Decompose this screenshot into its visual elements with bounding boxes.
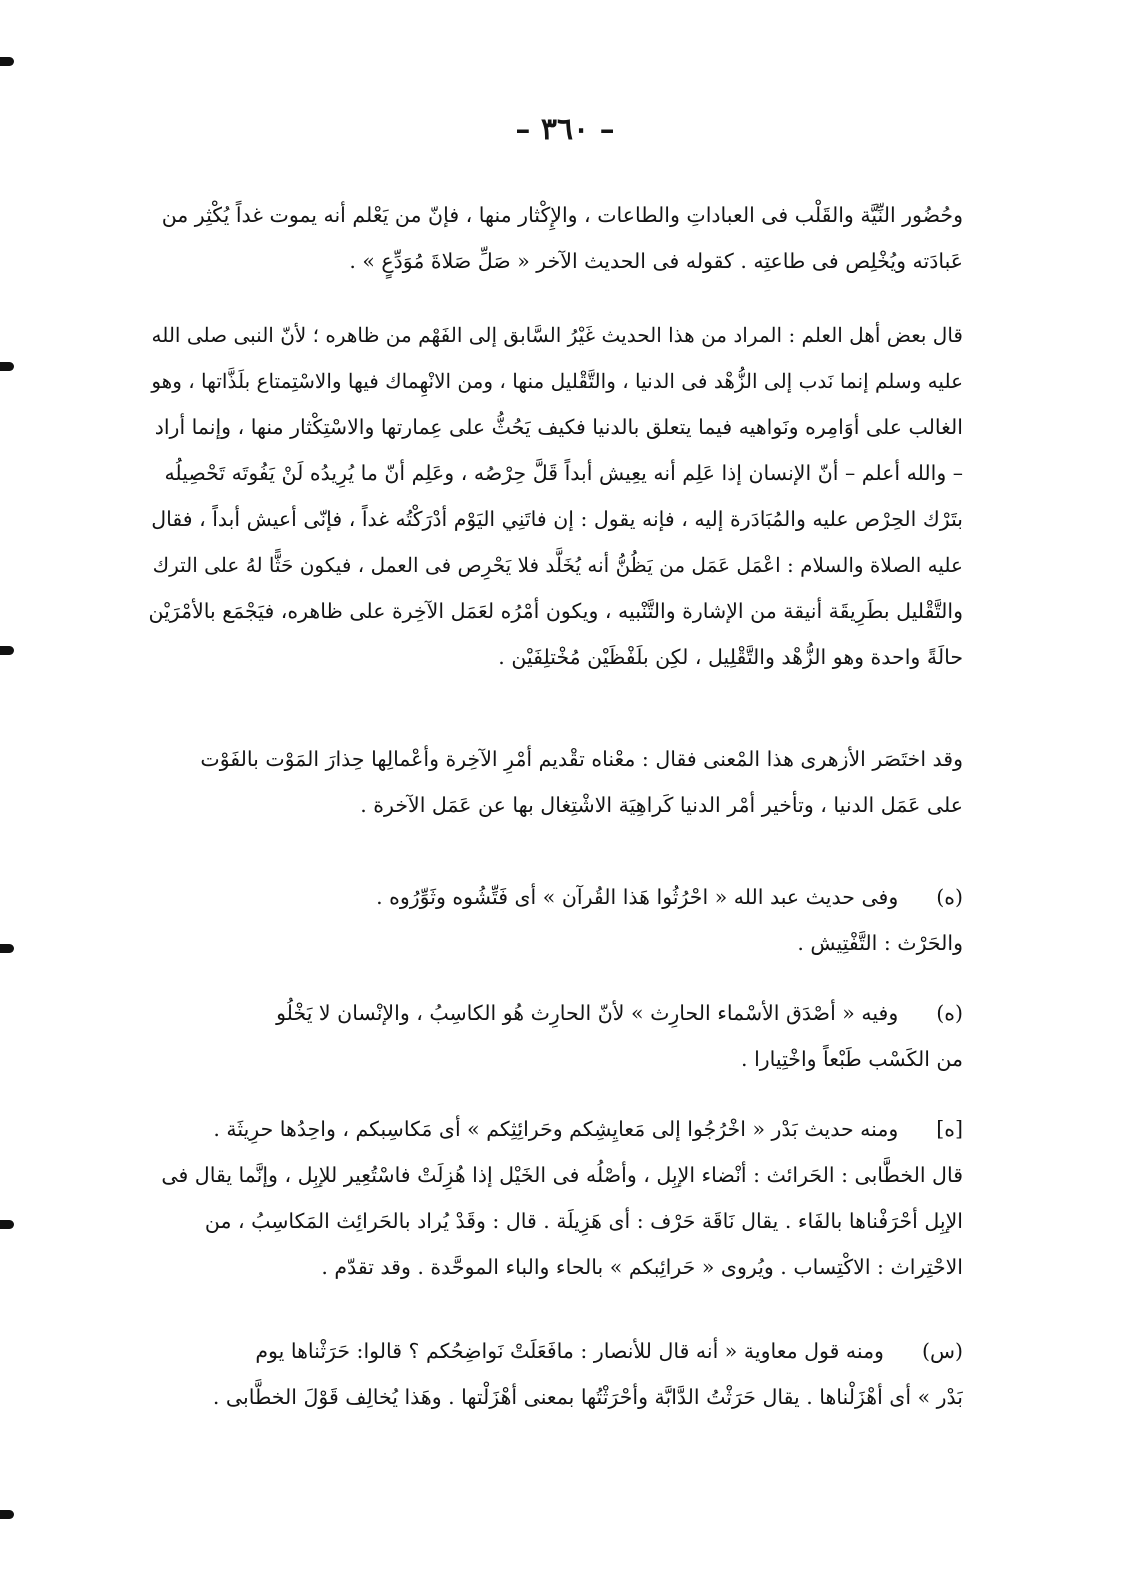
text-line <box>138 1106 963 1152</box>
entry <box>138 990 963 1082</box>
entry <box>138 1106 963 1290</box>
paragraph <box>138 312 963 680</box>
scan-mark <box>0 1510 14 1519</box>
entry-marker: (ه) <box>936 1001 963 1025</box>
text-line: عَبادَته ويُخْلِص فى طاعتِه . كقوله فى الحديث الآخر « صَلِّ صَلاةَ مُوَدِّعٍ » . <box>349 249 963 273</box>
entry-text: ومنه حديث بَدْر « اخْرُجُوا إلى مَعايِشِكم وحَرائِثِكم » أى مَكاسِبكم ، واحِدُها حرِيثَة . <box>213 1117 899 1141</box>
text-line: عليه وسلم إنما نَدب إلى الزُّهْد فى الدنيا ، والتَّقْليل منها ، ومن الانْهِماك فيها والاسْتِمتاع بلَذَّاتها ، وهو <box>151 369 963 393</box>
paragraph <box>138 736 963 828</box>
scan-mark <box>0 944 14 953</box>
text-line: حالَةً واحدة وهو الزُّهْد والتَّقْلِيل ، لكِن بلَفْظَيْن مُخْتلِفَيْن . <box>498 645 963 669</box>
text-line: وحُضُور النِّيَّة والقَلْب فى العباداتِ والطاعات ، والإِكْثار منها ، فإنّ من يَعْلم أنه يموت غداً يُكْثِر من <box>161 203 963 227</box>
entry-marker: (ه) <box>936 885 963 909</box>
text-line: – والله أعلم – أنّ الإنسان إذا عَلِم أنه يعِيش أبداً قَلَّ حِرْصُه ، وعَلِم أنّ ما يُرِيدُه لَنْ يَفُوتَه تَحْصِيلُه <box>164 461 963 485</box>
entry <box>138 874 963 966</box>
text-line: قال بعض أهل العلم : المراد من هذا الحديث غَيْرُ السَّابق إلى الفَهْم من ظاهره ؛ لأنّ النبى صلى الله <box>151 323 963 347</box>
entry-text: ومنه قول معاوية « أنه قال للأنصار : مافَعَلَتْ نَواضِحُكم ؟ قالوا: حَرَثْناها يوم <box>255 1339 884 1363</box>
text-line: عليه الصلاة والسلام : اعْمَل عَمَل من يَظُنُّ أنه يُخَلَّد فلا يَحْرِص فى العمل ، فيكون حَثًّا لهُ على الترك <box>152 553 963 577</box>
text-line: من الكَسْب طَبْعاً واخْتِيارا . <box>741 1047 963 1071</box>
text-line: وقد اختَصَر الأزهرى هذا المْعنى فقال : معْناه تقْديم أمْرِ الآخِرة وأعْمالِها حِذارَ المَوْت بالفَوْت <box>200 747 963 771</box>
text-line: والتَّقْليل بطَرِيقَة أنيقة من الإشارة والتَّنْبيه ، ويكون أمْرُه لعَمَل الآخِرة على ظاهره، فيَجْمَع بالأمْرَيْن <box>148 599 963 623</box>
entry-text: وفى حديث عبد الله « احْرُثُوا هَذا القُرآن » أى فَتِّشُوه وثَوِّرُوه . <box>376 885 899 909</box>
entry-marker: (س) <box>921 1339 963 1363</box>
text-line: بتَرْك الحِرْص عليه والمُبَادَرة إليه ، فإنه يقول : إن فاتَنِي اليَوْم أدْرَكْتُه غداً ، فإنّى أعيش أبداً ، فقال <box>151 507 963 531</box>
paragraph <box>138 192 963 284</box>
text-line: بَدْر » أى أهْزَلْناها . يقال حَرَثْتُ الدَّابَّة وأحْرَثْتُها بمعنى أهْزَلْتها . وهَذا يُخالِف قَوْلَ الخطَّابى . <box>212 1385 963 1409</box>
entry-text: وفيه « أصْدَق الأسْماء الحارِث » لأنّ الحارِث هُو الكاسِبُ ، والإنْسان لا يَخْلُو <box>276 1001 899 1025</box>
text-line: الإبِل أحْرَفْناها بالفَاء . يقال نَاقَة حَرْف : أى هَزِيلَة . قال : وقَدْ يُراد بالحَرائِث المَكاسِبُ ، من <box>204 1209 963 1233</box>
entry-marker: [ه] <box>936 1117 963 1141</box>
scan-mark <box>0 362 14 371</box>
text-line: قال الخطَّابى : الحَرائث : أنْضاء الإبِل ، وأصْلُه فى الخَيْل إذا هُزِلَتْ فاسْتُعِير للإبِل ، وإنَّما يقال فى <box>161 1163 963 1187</box>
scan-mark <box>0 646 14 655</box>
scan-mark <box>0 1220 14 1229</box>
text-line: الاحْتِراث : الاكْتِساب . ويُروى « حَرائِبكم » بالحاء والباء الموحَّدة . وقد تقدّم . <box>321 1255 963 1279</box>
page-number: – ٣٦٠ – <box>515 112 615 147</box>
text-line: الغالب على أوَامِره ونَواهيه فيما يتعلق بالدنيا فكيف يَحُثُّ على عِمارتها والاسْتِكْثار منها ، وإنما أراد <box>154 415 963 439</box>
text-line <box>138 990 963 1036</box>
scan-mark <box>0 57 14 66</box>
text-line: على عَمَل الدنيا ، وتأخير أمْر الدنيا كَراهِيَة الاشْتِغال بها عن عَمَل الآخرة . <box>360 793 963 817</box>
text-line: والحَرْث : التَّفْتِيش . <box>797 931 963 955</box>
entry <box>138 1328 963 1420</box>
text-line <box>138 1328 963 1374</box>
text-line <box>138 874 963 920</box>
